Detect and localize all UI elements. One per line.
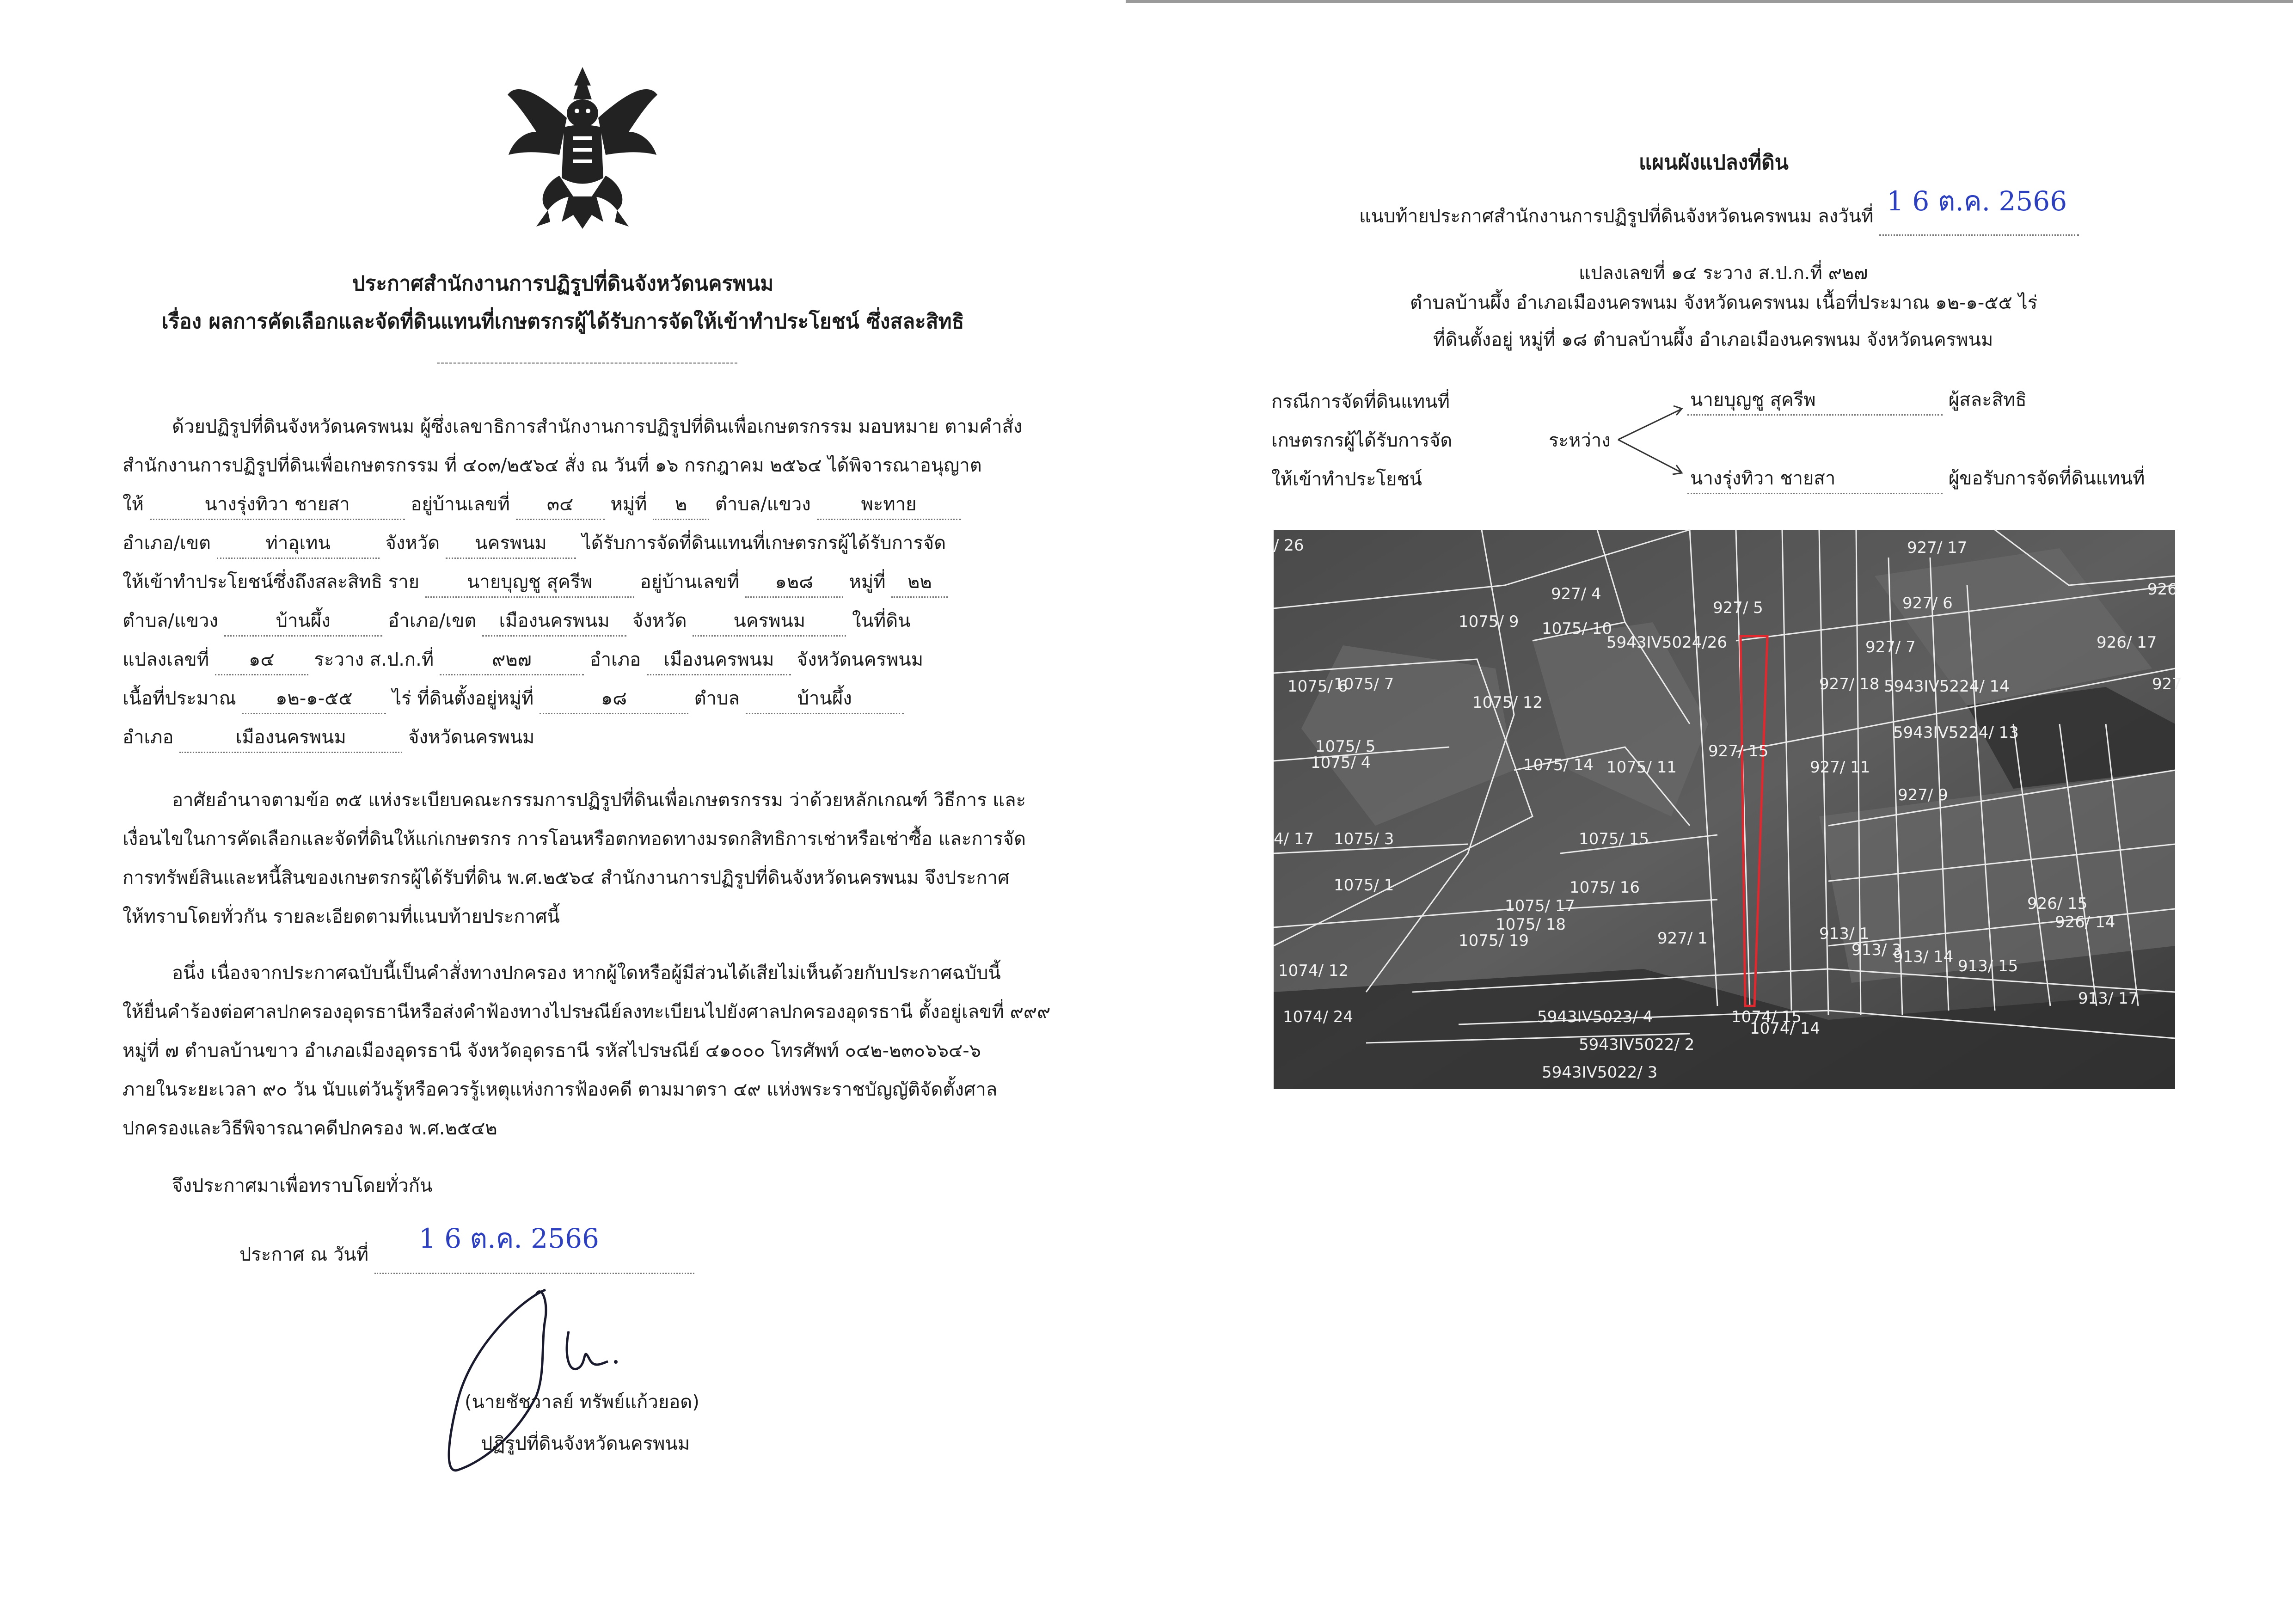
parcel-label: 1075/ 15 xyxy=(1579,830,1649,848)
parcel-label: 913/ 17 xyxy=(2078,989,2139,1008)
parcel-label: 927/ 17 xyxy=(1907,539,1968,557)
para3-line4: ภายในระยะเวลา ๙๐ วัน นับแต่วันรู้หรือควรรู้เหตุแห่งการฟ้องคดี ตามมาตรา ๔๙ แห่งพระราชบัญญัติจัดตั้งศาล xyxy=(123,1079,998,1100)
parcel-label: 1075/ 14 xyxy=(1523,756,1594,774)
parcel-label: 927/ 1 xyxy=(1657,929,1708,948)
plan-subtitle-row: แนบท้ายประกาศสำนักงานการปฏิรูปที่ดินจังหวัดนครพนม ลงวันที่ 1 6 ต.ค. 2566 xyxy=(1359,191,2079,236)
applicant-row: นางรุ่งทิวา ชายสา ผู้ขอรับการจัดที่ดินแทนที่ xyxy=(1687,463,2145,494)
date-stamp: 1 6 ต.ค. 2566 xyxy=(418,1223,599,1254)
plan-plot-line: แปลงเลขที่ ๑๔ ระวาง ส.ป.ก.ที่ ๙๒๗ xyxy=(1579,263,1868,284)
waiver-name: นายบุญชู สุครีพ xyxy=(425,567,634,598)
map-sheet-no: ๙๒๗ xyxy=(440,644,584,675)
parcel-label: 1075/ 18 xyxy=(1496,915,1566,934)
recipient-name: นางรุ่งทิวา ชายสา xyxy=(150,489,405,520)
case-line1: กรณีการจัดที่ดินแทนที่ xyxy=(1271,391,1450,412)
parcel-label: 1074/ 24 xyxy=(1283,1008,1354,1026)
plot-amphoe: เมืองนครพนม xyxy=(647,644,791,675)
parcel-label: 1075/ 10 xyxy=(1542,619,1612,638)
recipient-amphoe: ท่าอุเทน xyxy=(217,528,380,559)
para3-line1: อนึ่ง เนื่องจากประกาศฉบับนี้เป็นคำสั่งทางปกครอง หากผู้ใดหรือผู้มีส่วนได้เสียไม่เห็นด้วยกับประกาศฉบับนี้ xyxy=(172,962,1001,984)
parcel-label: 5943IV5224/ 14 xyxy=(1884,677,2010,696)
parcel-label: 5943IV5022/ 3 xyxy=(1542,1063,1658,1082)
notice-subject: เรื่อง ผลการคัดเลือกและจัดที่ดินแทนที่เกษตรกรผู้ได้รับการจัดให้เข้าทำประโยชน์ ซึ่งสละสิทธิ xyxy=(161,310,964,333)
signer-title: ปฏิรูปที่ดินจังหวัดนครพนม xyxy=(481,1433,690,1454)
para1-line2: สำนักงานการปฏิรูปที่ดินเพื่อเกษตรกรรม ที่ ๔๐๓/๒๕๖๔ สั่ง ณ วันที่ ๑๖ กรกฎาคม ๒๕๖๔ ได้พิจารณาอนุญาต xyxy=(123,455,982,476)
notice-page xyxy=(0,0,1126,1621)
parcel-label: 927/ 5 xyxy=(1713,599,1763,617)
parcel-label: 1075/ 7 xyxy=(1334,675,1394,693)
parcel-label: 926/ 17 xyxy=(2097,633,2157,652)
parcel-label: 927/ 7 xyxy=(1865,638,1916,656)
plan-applicant-name: นางรุ่งทิวา ชายสา xyxy=(1687,463,1943,494)
parcel-label: 927/ 11 xyxy=(1810,758,1870,777)
plot-amphoe-2: เมืองนครพนม xyxy=(179,722,402,753)
recipient-tambon: พะทาย xyxy=(817,489,961,520)
parcel-label: 926/ 15 xyxy=(2027,895,2088,913)
plot-moo: ๑๘ xyxy=(540,683,688,714)
waiver-province: นครพนม xyxy=(693,606,846,637)
between-arrows xyxy=(1613,400,1687,479)
recipient-house-no: ๓๔ xyxy=(516,489,605,520)
parcel-label: 913/ 1 xyxy=(1819,925,1870,943)
para3-line5: ปกครองและวิธีพิจารณาคดีปกครอง พ.ศ.๒๕๔๒ xyxy=(123,1118,497,1139)
parcel-label: 927/ 9 xyxy=(1898,786,1948,804)
plot-plan-page xyxy=(1126,0,2293,1624)
parcel-label: 926 xyxy=(2147,580,2177,599)
aerial-parcel-map xyxy=(1274,530,2182,1089)
closing-text: จึงประกาศมาเพื่อทราบโดยทั่วกัน xyxy=(172,1175,433,1196)
waiver-row: นายบุญชู สุครีพ ผู้สละสิทธิ xyxy=(1687,385,2027,416)
garuda-emblem xyxy=(504,62,661,240)
parcel-label: 1075/ 1 xyxy=(1334,876,1394,895)
plan-situated-line: ที่ดินตั้งอยู่ หมู่ที่ ๑๘ ตำบลบ้านผึ้ง อำเภอเมืองนครพนม จังหวัดนครพนม xyxy=(1433,329,1993,350)
para1-line5: ให้เข้าทำประโยชน์ซึ่งถึงสละสิทธิ ราย นายบุญชู สุครีพ อยู่บ้านเลขที่ ๑๒๘ หมู่ที่ ๒๒ xyxy=(123,567,948,598)
parcel-label: 1075/ 9 xyxy=(1459,613,1519,631)
waiver-amphoe: เมืองนครพนม xyxy=(482,606,626,637)
parcel-label: 927/ 15 xyxy=(1708,742,1769,760)
para2-line2: เงื่อนไขในการคัดเลือกและจัดที่ดินให้แก่เกษตรกร การโอนหรือตกทอดทางมรดกสิทธิการเช่าหรือเช่าซื้อ และการจัด xyxy=(123,828,1026,850)
parcel-label: 5943IV5224/ 13 xyxy=(1893,723,2019,742)
parcel-label: 926/ 14 xyxy=(2055,913,2115,932)
announce-date-row: ประกาศ ณ วันที่ 1 6 ต.ค. 2566 xyxy=(239,1230,694,1274)
recipient-moo: ๒ xyxy=(653,489,709,520)
para2-line3: การทรัพย์สินและหนี้สินของเกษตรกรผู้ได้รับที่ดิน พ.ศ.๒๕๖๔ สำนักงานการปฏิรูปที่ดินจังหวัดนครพนม จึงประกาศ xyxy=(123,867,1010,889)
parcel-label: 1075/ 5 xyxy=(1315,737,1376,756)
recipient-province: นครพนม xyxy=(446,528,576,559)
case-line2: เกษตรกรผู้ได้รับการจัด xyxy=(1271,430,1453,451)
para1-line4: อำเภอ/เขต ท่าอุเทน จังหวัด นครพนม ได้รับการจัดที่ดินแทนที่เกษตรกรผู้ได้รับการจัด xyxy=(123,528,946,559)
parcel-label: 927/ 6 xyxy=(1902,594,1953,613)
parcel-label: 5943IV5024/26 xyxy=(1606,633,1728,652)
parcel-label: 913/ 3 xyxy=(1852,941,1902,959)
title-divider xyxy=(437,362,737,364)
parcel-label: 913/ 15 xyxy=(1958,957,2018,975)
parcel-label: 1075/ 3 xyxy=(1334,830,1394,848)
para1-line3: ให้ นางรุ่งทิวา ชายสา อยู่บ้านเลขที่ ๓๔ หมู่ที่ ๒ ตำบล/แขวง พะทาย xyxy=(123,489,961,520)
parcel-label: 913/ 14 xyxy=(1893,948,1954,966)
parcel-label: 1075/ 16 xyxy=(1570,878,1640,897)
waiver-tambon: บ้านผึ้ง xyxy=(224,606,382,637)
parcel-label: 4/ 17 xyxy=(1274,830,1314,848)
parcel-label: 927/ 4 xyxy=(1551,585,1601,603)
parcel-label: 1075/ 6 xyxy=(1288,677,1348,696)
notice-title: ประกาศสำนักงานการปฏิรูปที่ดินจังหวัดนครพนม xyxy=(352,272,774,295)
para2-line1: อาศัยอำนาจตามข้อ ๓๕ แห่งระเบียบคณะกรรมการปฏิรูปที่ดินเพื่อเกษตรกรรม ว่าด้วยหลักเกณฑ์ วิธีการ และ xyxy=(172,790,1026,811)
plan-location-line: ตำบลบ้านผึ้ง อำเภอเมืองนครพนม จังหวัดนครพนม เนื้อที่ประมาณ ๑๒-๑-๕๕ ไร่ xyxy=(1410,292,2038,313)
plan-waiver-name: นายบุญชู สุครีพ xyxy=(1687,385,1943,416)
parcel-label: 1075/ 12 xyxy=(1472,693,1543,712)
waiver-house-no: ๑๒๘ xyxy=(745,567,843,598)
para1-line1: ด้วยปฏิรูปที่ดินจังหวัดนครพนม ผู้ซึ่งเลขาธิการสำนักงานการปฏิรูปที่ดินเพื่อเกษตรกรรม มอบหมาย ตามคำสั่ง xyxy=(172,416,1023,437)
between-label: ระหว่าง xyxy=(1549,430,1611,451)
parcel-label: 1074/ 12 xyxy=(1278,962,1349,980)
parcel-label: 1074/ 14 xyxy=(1750,1019,1821,1038)
parcel-label: 5943IV5022/ 2 xyxy=(1579,1036,1695,1054)
para3-line3: หมู่ที่ ๗ ตำบลบ้านขาว อำเภอเมืองอุดรธานี จังหวัดอุดรธานี รหัสไปรษณีย์ ๔๑๐๐๐ โทรศัพท์ ๐๔๒-๒๓๐๖๖๔-๖ xyxy=(123,1040,981,1061)
parcel-label: 1074/ 15 xyxy=(1731,1008,1802,1026)
signer-name: (นายชัชวาลย์ ทรัพย์แก้วยอด) xyxy=(465,1391,699,1413)
plot-area: ๑๒-๑-๕๕ xyxy=(242,683,386,714)
para1-line9: อำเภอ เมืองนครพนม จังหวัดนครพนม xyxy=(123,722,534,753)
parcel-label: 1075/ 17 xyxy=(1505,897,1576,915)
plan-date-stamp: 1 6 ต.ค. 2566 xyxy=(1887,185,2067,217)
parcel-label: / 26 xyxy=(1274,536,1304,555)
parcel-label: 1075/ 11 xyxy=(1606,758,1677,777)
parcel-label: 927/ 18 xyxy=(1819,675,1880,693)
plan-title: แผนผังแปลงที่ดิน xyxy=(1639,151,1789,174)
para1-line6: ตำบล/แขวง บ้านผึ้ง อำเภอ/เขต เมืองนครพนม จังหวัด นครพนม ในที่ดิน xyxy=(123,606,911,637)
parcel-label: 927 xyxy=(2152,675,2182,693)
plot-tambon: บ้านผึ้ง xyxy=(746,683,904,714)
para3-line2: ให้ยื่นคำร้องต่อศาลปกครองอุดรธานีหรือส่งคำฟ้องทางไปรษณีย์ลงทะเบียนไปยังศาลปกครองอุดรธานี ตั้งอยู่เลขที่ ๙๙๙ xyxy=(123,1001,1051,1023)
parcel-label: 5943IV5023/ 4 xyxy=(1537,1008,1653,1026)
plot-no: ๑๔ xyxy=(215,644,308,675)
parcel-label: 1075/ 19 xyxy=(1459,932,1529,950)
waiver-moo: ๒๒ xyxy=(891,567,948,598)
para1-line7: แปลงเลขที่ ๑๔ ระวาง ส.ป.ก.ที่ ๙๒๗ อำเภอ เมืองนครพนม จังหวัดนครพนม xyxy=(123,644,923,675)
parcel-label: 1075/ 4 xyxy=(1311,754,1371,772)
para1-line8: เนื้อที่ประมาณ ๑๒-๑-๕๕ ไร่ ที่ดินตั้งอยู่หมู่ที่ ๑๘ ตำบล บ้านผึ้ง xyxy=(123,683,904,714)
para2-line4: ให้ทราบโดยทั่วกัน รายละเอียดตามที่แนบท้ายประกาศนี้ xyxy=(123,906,560,927)
case-line3: ให้เข้าทำประโยชน์ xyxy=(1271,469,1422,490)
